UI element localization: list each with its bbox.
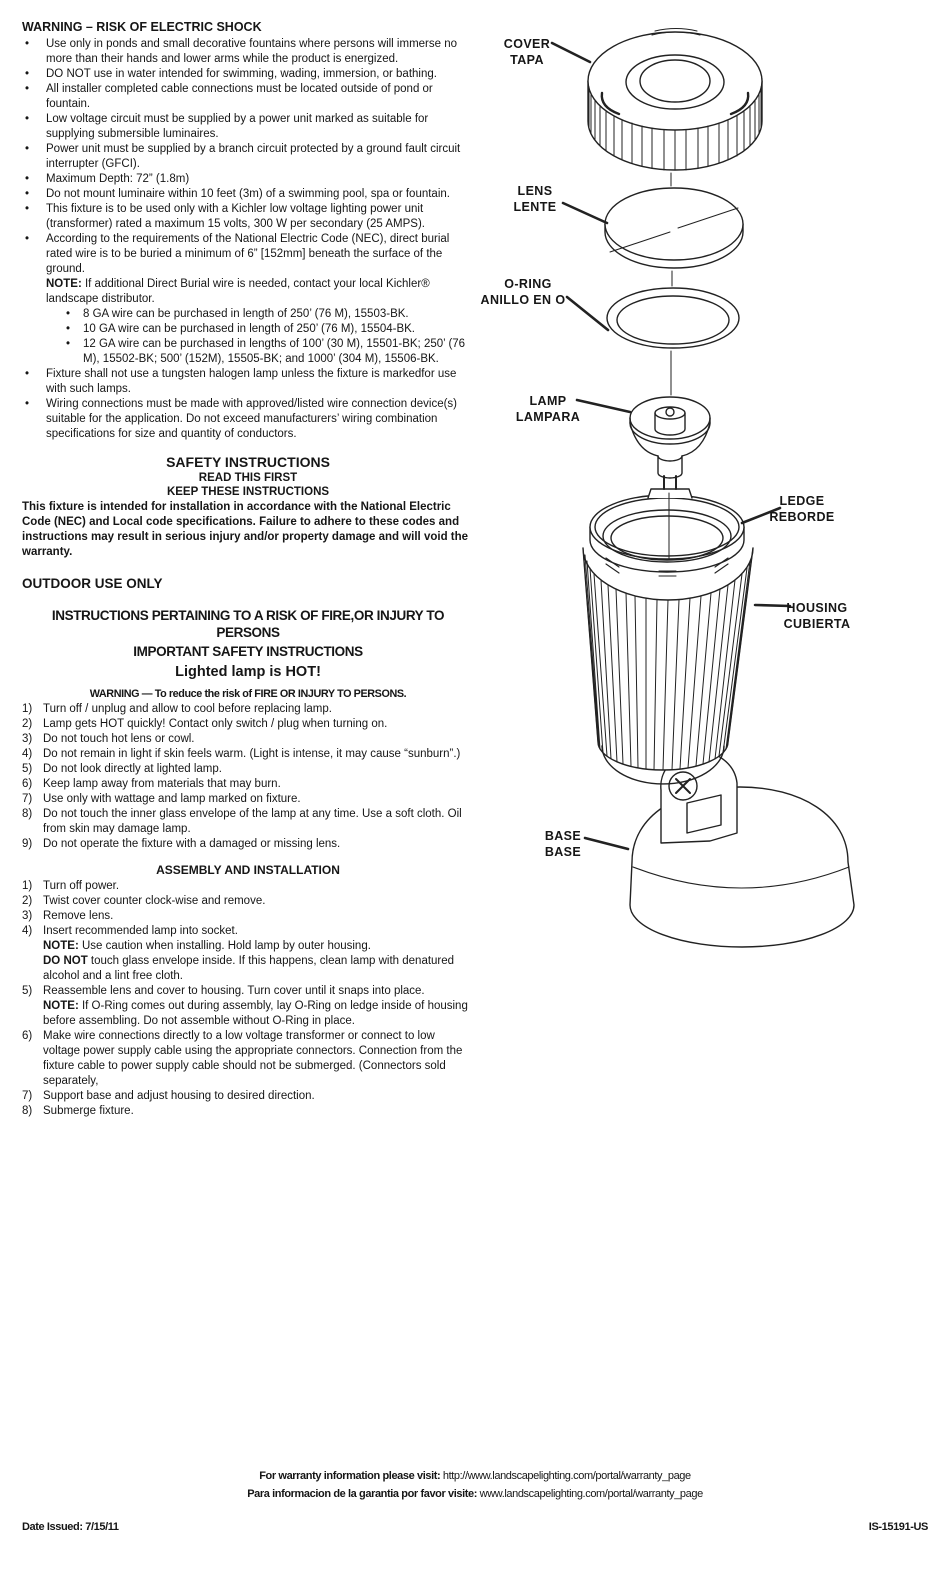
warning-sub-bullet xyxy=(65,307,474,322)
bullet-marker: • xyxy=(25,38,30,50)
outdoor-use-title: OUTDOOR USE ONLY xyxy=(22,576,163,591)
do-not-text: touch glass envelope inside. If this happens, clean lamp with denatured alcohol and a lint free cloth. xyxy=(43,955,455,982)
warning-sub-bullet xyxy=(65,322,474,337)
warranty-line-en xyxy=(0,1467,950,1485)
assembly-title: ASSEMBLY AND INSTALLATION xyxy=(156,863,340,877)
safety-keep: KEEP THESE INSTRUCTIONS xyxy=(166,486,330,498)
note-text: Use caution when installing. Hold lamp by outer housing. xyxy=(78,940,371,952)
bullet-marker: • xyxy=(25,368,30,380)
bullet-marker: • xyxy=(25,188,30,200)
lens-label-es: LENTE xyxy=(513,200,557,214)
warning-bullet xyxy=(22,172,474,187)
warning-bullet xyxy=(22,112,474,142)
do-not-label: DO NOT xyxy=(43,955,88,967)
bullet-marker: • xyxy=(25,173,30,185)
item-number: 8) xyxy=(22,808,33,820)
item-text: Submerge fixture. xyxy=(43,1105,134,1117)
fire-item xyxy=(22,762,474,777)
base-label-es: BASE xyxy=(544,845,582,859)
bullet-marker: • xyxy=(25,398,30,410)
assembly-item xyxy=(22,909,474,924)
item-text xyxy=(43,924,474,984)
item-number: 4) xyxy=(22,925,33,937)
note-text: If additional Direct Burial wire is needed, contact your local Kichler® landscape distributor. xyxy=(46,278,430,305)
safety-read-first: READ THIS FIRST xyxy=(198,472,298,484)
item-text: Turn off / unplug and allow to cool before replacing lamp. xyxy=(43,703,332,715)
item-number: 1) xyxy=(22,880,33,892)
bullet-text: Fixture shall not use a tungsten halogen lamp unless the fixture is markedfor use with such lamps. xyxy=(46,368,457,395)
item-text-main: Reassemble lens and cover to housing. Turn cover until it snaps into place. xyxy=(43,985,425,997)
item-text: Do not touch hot lens or cowl. xyxy=(43,733,195,745)
item-text: Turn off power. xyxy=(43,880,120,892)
note-text: If O-Ring comes out during assembly, lay O-Ring on ledge inside of housing before assembling. Do not assemble without O-Ring in place. xyxy=(43,1000,468,1027)
warning-sub-bullet xyxy=(65,337,474,367)
bullet-marker: • xyxy=(25,83,30,95)
lamp-center-post-top xyxy=(655,407,685,419)
item-text: Twist cover counter clock-wise and remove. xyxy=(43,895,266,907)
bullet-text: Power unit must be supplied by a branch circuit protected by a ground fault circuit interrupter (GFCI). xyxy=(46,143,461,170)
warranty-url-en: http://www.landscapelighting.com/portal/warranty_page xyxy=(442,1470,691,1482)
assembly-item xyxy=(22,894,474,909)
safety-title: SAFETY INSTRUCTIONS xyxy=(166,454,330,470)
bullet-marker: • xyxy=(66,308,71,320)
note-label: NOTE: xyxy=(46,278,82,290)
lamp-label-es: LAMPARA xyxy=(515,410,581,424)
sub-bullet-text: 10 GA wire can be purchased in length of 250’ (76 M), 15504-BK. xyxy=(83,323,415,335)
o-ring-label-es: ANILLO EN O xyxy=(480,293,566,307)
warning-bullet xyxy=(22,367,474,397)
assembly-item xyxy=(22,1029,474,1089)
warning-bullet xyxy=(22,37,474,67)
warning-bullet xyxy=(22,82,474,112)
ledge-label-en: LEDGE xyxy=(779,494,825,508)
assembly-item xyxy=(22,879,474,894)
warning-bullet xyxy=(22,202,474,232)
bullet-marker: • xyxy=(66,338,71,350)
o-ring-outer xyxy=(607,288,739,348)
fire-item xyxy=(22,777,474,792)
sub-bullet-text: 12 GA wire can be purchased in lengths of 100’ (30 M), 15501-BK; 250’ (76 M), 15502-BK; 500’ (152M), 15505-BK; and 1000’ (304 M), 15506-BK. xyxy=(83,338,466,365)
warning-bullet xyxy=(22,397,474,442)
housing-label-es: CUBIERTA xyxy=(783,617,851,631)
warning-title: WARNING – RISK OF ELECTRIC SHOCK xyxy=(22,20,262,34)
item-text: Do not look directly at lighted lamp. xyxy=(43,763,222,775)
lamp-label-en: LAMP xyxy=(529,394,567,408)
assembly-item xyxy=(22,1089,474,1104)
ledge-top-tab xyxy=(648,489,692,498)
assembly-item xyxy=(22,1104,474,1119)
warning-bullet xyxy=(22,67,474,82)
lens-leader-line xyxy=(563,203,607,223)
warning-bullet xyxy=(22,187,474,202)
base-leader-line xyxy=(585,838,628,849)
bullet-marker: • xyxy=(25,113,30,125)
lighted-lamp-hot-heading: Lighted lamp is HOT! xyxy=(175,664,321,680)
fire-item xyxy=(22,702,474,717)
lens-face xyxy=(605,188,743,260)
warning-bullet xyxy=(22,142,474,172)
bullet-text: This fixture is to be used only with a Kichler low voltage lighting power unit (transformer) rated a maximum 15 volts, 300 W per secondary (25 AMPS). xyxy=(46,203,425,230)
item-number: 2) xyxy=(22,718,33,730)
item-number: 2) xyxy=(22,895,33,907)
fire-item xyxy=(22,717,474,732)
item-text: Remove lens. xyxy=(43,910,114,922)
document-number: IS-15191-US xyxy=(868,1521,928,1533)
fire-item xyxy=(22,807,474,837)
fire-item xyxy=(22,747,474,762)
bullet-text: Maximum Depth: 72” (1.8m) xyxy=(46,173,190,185)
bullet-marker: • xyxy=(25,143,30,155)
bullet-marker: • xyxy=(25,233,30,245)
lens-label-en: LENS xyxy=(517,184,553,198)
item-text xyxy=(43,984,474,1029)
base-label-en: BASE xyxy=(544,829,582,843)
item-text: Do not operate the fixture with a damaged or missing lens. xyxy=(43,838,341,850)
item-number: 7) xyxy=(22,1090,33,1102)
date-issued: Date Issued: 7/15/11 xyxy=(22,1521,119,1533)
warranty-label-es: Para informacion de la garantia por favor visite: xyxy=(247,1488,480,1500)
item-number: 6) xyxy=(22,1030,33,1042)
exploded-view-diagram xyxy=(480,15,950,975)
item-text: Keep lamp away from materials that may burn. xyxy=(43,778,281,790)
item-text: Use only with wattage and lamp marked on fixture. xyxy=(43,793,301,805)
sub-bullet-text: 8 GA wire can be purchased in length of 250’ (76 M), 15503-BK. xyxy=(83,308,409,320)
note-label: NOTE: xyxy=(43,1000,79,1012)
ledge-ring-drawing xyxy=(590,489,744,576)
fire-warning-line: WARNING — To reduce the risk of FIRE OR INJURY TO PERSONS. xyxy=(89,688,407,700)
warranty-footer xyxy=(0,1467,950,1503)
bullet-text: All installer completed cable connections must be located outside of pond or fountain. xyxy=(46,83,433,110)
housing-leader-line xyxy=(755,605,790,606)
bullet-marker: • xyxy=(25,68,30,80)
item-number: 7) xyxy=(22,793,33,805)
lamp-drawing xyxy=(630,397,710,489)
bullet-text: Low voltage circuit must be supplied by a power unit marked as suitable for supplying submersible luminaires. xyxy=(46,113,429,140)
o-ring-leader-line xyxy=(567,297,608,330)
bullet-text: DO NOT use in water intended for swimming, wading, immersion, or bathing. xyxy=(46,68,437,80)
cover-label-es: TAPA xyxy=(510,53,544,67)
cover-drawing xyxy=(588,29,762,171)
item-text: Make wire connections directly to a low voltage transformer or connect to low voltage power supply cable using the appropriate connectors. Connection from the fixture cable to power supply cable should not be submerged. (Connectors sold separately, xyxy=(43,1030,463,1087)
text-column xyxy=(22,20,474,1119)
note-label: NOTE: xyxy=(43,940,79,952)
cover-label-en: COVER xyxy=(503,37,551,51)
o-ring-drawing xyxy=(607,288,739,348)
item-text-main: Insert recommended lamp into socket. xyxy=(43,925,238,937)
warranty-label-en: For warranty information please visit: xyxy=(259,1470,443,1482)
warranty-line-es xyxy=(0,1485,950,1503)
item-number: 6) xyxy=(22,778,33,790)
item-text: Do not remain in light if skin feels warm. (Light is intense, it may cause “sunburn”.) xyxy=(43,748,461,760)
item-number: 5) xyxy=(22,985,33,997)
o-ring-label-en: O-RING xyxy=(504,277,552,291)
warning-bullet xyxy=(22,232,474,367)
housing-label-en: HOUSING xyxy=(786,601,848,615)
item-number: 3) xyxy=(22,733,33,745)
cover-opening xyxy=(640,60,710,102)
lamp-leader-line xyxy=(577,400,630,412)
bullet-text: Do not mount luminaire within 10 feet (3m) of a swimming pool, spa or fountain. xyxy=(46,188,450,200)
item-number: 5) xyxy=(22,763,33,775)
fire-risk-heading: INSTRUCTIONS PERTAINING TO A RISK OF FIRE,OR INJURY TO PERSONS xyxy=(51,608,445,640)
item-number: 9) xyxy=(22,838,33,850)
warranty-url-es: www.landscapelighting.com/portal/warranty_page xyxy=(479,1488,703,1500)
bullet-marker: • xyxy=(25,203,30,215)
fire-item xyxy=(22,732,474,747)
safety-paragraph: This fixture is intended for installation in accordance with the National Electric Code (NEC) and Local code specifications. Failure to adhere to these codes and instructions may result in serious injury and/or property damage and will void the warranty. xyxy=(22,501,469,558)
bullet-text xyxy=(46,232,474,367)
housing-drawing xyxy=(583,548,753,784)
assembly-item xyxy=(22,924,474,984)
item-number: 3) xyxy=(22,910,33,922)
assembly-item xyxy=(22,984,474,1029)
item-number: 1) xyxy=(22,703,33,715)
bullet-text: Wiring connections must be made with approved/listed wire connection device(s) suitable for the application. Do not exceed manufacturers’ wiring combination specifications for size and quantity of conductors. xyxy=(46,398,458,440)
bullet-marker: • xyxy=(66,323,71,335)
item-text: Support base and adjust housing to desired direction. xyxy=(43,1090,315,1102)
item-number: 4) xyxy=(22,748,33,760)
item-text: Do not touch the inner glass envelope of the lamp at any time. Use a soft cloth. Oil from skin may damage lamp. xyxy=(43,808,462,835)
item-number: 8) xyxy=(22,1105,33,1117)
fire-item xyxy=(22,792,474,807)
cover-leader-line xyxy=(552,43,590,62)
bullet-text-main: According to the requirements of the National Electric Code (NEC), direct burial rated wire is to be buried a minimum of 6” [152mm] beneath the surface of the ground. xyxy=(46,233,450,275)
bullet-text: Use only in ponds and small decorative fountains where persons will immerse no more than their hands and lower arms while the product is energized. xyxy=(46,38,458,65)
item-text: Lamp gets HOT quickly! Contact only switch / plug when turning on. xyxy=(43,718,388,730)
ledge-label-es: REBORDE xyxy=(769,510,835,524)
fire-item xyxy=(22,837,474,852)
lens-drawing xyxy=(605,188,743,268)
important-safety-heading: IMPORTANT SAFETY INSTRUCTIONS xyxy=(133,644,363,659)
